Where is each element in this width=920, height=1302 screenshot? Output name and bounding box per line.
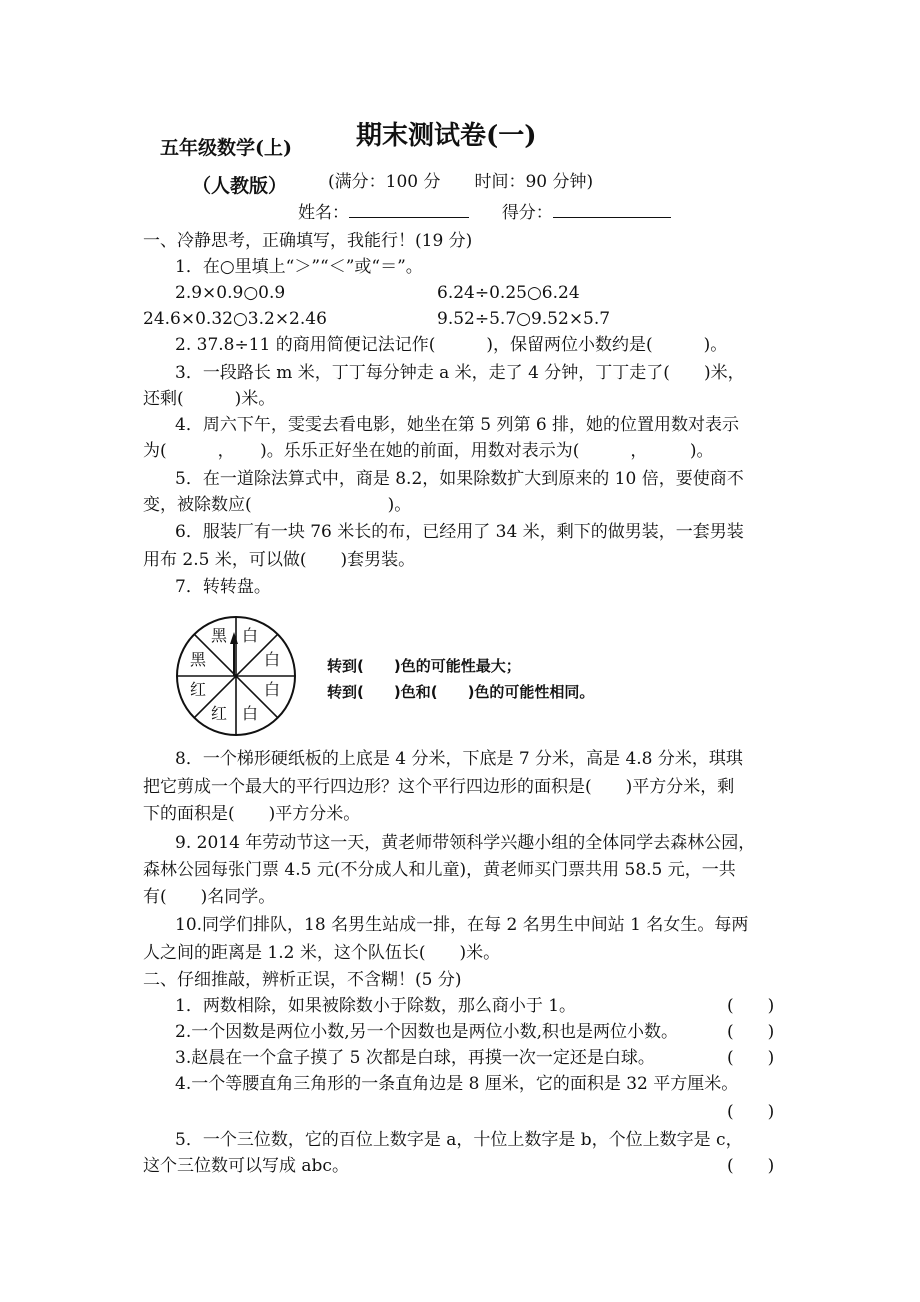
q4-line1: 4．周六下午，雯雯去看电影，她坐在第 5 列第 6 排，她的位置用数对表示 <box>175 415 740 435</box>
tf-item-3: 3.赵晨在一个盒子摸了 5 次都是白球，再摸一次一定还是白球。 <box>175 1048 655 1068</box>
q7-line2: 转到( )色和( )色的可能性相同。 <box>327 683 595 701</box>
spinner-label-8: 黑 <box>190 650 207 669</box>
name-score-line <box>298 202 671 224</box>
spinner-label-4: 白 <box>264 680 281 699</box>
name-label: 姓名： <box>298 203 349 223</box>
q1-item-c: 24.6×0.32○3.2×2.46 <box>143 309 327 329</box>
tf-item-4: 4.一个等腰直角三角形的一条直角边是 8 厘米，它的面积是 32 平方厘米。 <box>175 1074 739 1094</box>
tf-item-5-line2: 这个三位数可以写成 abc。 <box>143 1156 349 1176</box>
q8-line3: 下的面积是( )平方分米。 <box>143 804 361 824</box>
q9-line2: 森林公园每张门票 4.5 元(不分成人和儿童)，黄老师买门票共用 58.5 元，一共 <box>143 860 736 880</box>
q1-item-a: 2.9×0.9○0.9 <box>175 283 286 303</box>
q1-prompt: 1．在○里填上“＞”“＜”或“＝”。 <box>175 257 423 277</box>
tf-item-2: 2.一个因数是两位小数,另一个因数也是两位小数,积也是两位小数。 <box>175 1022 679 1042</box>
page-title: 期末测试卷(一) <box>356 121 537 151</box>
q6-line2: 用布 2.5 米，可以做( )套男装。 <box>143 550 416 570</box>
q9-line1: 9. 2014 年劳动节这一天，黄老师带领科学兴趣小组的全体同学去森林公园， <box>175 833 756 853</box>
section1-heading: 一、冷静思考，正确填写，我能行！(19 分) <box>143 231 473 251</box>
score-label: 得分： <box>501 203 553 223</box>
q7-prompt: 7．转转盘。 <box>175 577 271 597</box>
q2: 2. 37.8÷11 的商用简便记法记作( )，保留两位小数约是( )。 <box>175 335 728 355</box>
q6-line1: 6．服装厂有一块 76 米长的布，已经用了 34 米，剩下的做男装，一套男装 <box>175 522 744 542</box>
tf-answer-4[interactable]: ( ) <box>727 1102 775 1122</box>
q3-line1: 3．一段路长 m 米，丁丁每分钟走 a 米，走了 4 分钟，丁丁走了( )米， <box>175 363 745 383</box>
tf-answer-1[interactable]: ( ) <box>727 996 775 1016</box>
q1-item-d: 9.52÷5.7○9.52×5.7 <box>437 309 611 329</box>
tf-answer-2[interactable]: ( ) <box>727 1022 775 1042</box>
tf-answer-3[interactable]: ( ) <box>727 1048 775 1068</box>
spinner-label-3: 白 <box>264 650 281 669</box>
q9-line3: 有( )名同学。 <box>143 887 276 907</box>
spinner-label-7: 红 <box>190 680 207 699</box>
exam-meta: (满分：100 分 时间：90 分钟) <box>328 172 594 192</box>
edition-label: （人教版） <box>192 175 288 197</box>
q5-line1: 5．在一道除法算式中，商是 8.2，如果除数扩大到原来的 10 倍，要使商不 <box>175 469 744 489</box>
score-blank[interactable] <box>553 203 671 218</box>
spinner-label-1: 黑 <box>211 626 228 645</box>
q4-line2: 为( ， )。乐乐正好坐在她的前面，用数对表示为( ， )。 <box>143 441 714 461</box>
q10-line1: 10.同学们排队，18 名男生站成一排，在每 2 名男生中间站 1 名女生。每两 <box>175 915 749 935</box>
q7-line1: 转到( )色的可能性最大； <box>327 657 521 675</box>
q8-line2: 把它剪成一个最大的平行四边形？这个平行四边形的面积是( )平方分米，剩 <box>143 777 735 797</box>
grade-label: 五年级数学(上) <box>160 137 292 159</box>
spinner-label-2: 白 <box>242 626 259 645</box>
q8-line1: 8．一个梯形硬纸板的上底是 4 分米，下底是 7 分米，高是 4.8 分米，琪琪 <box>175 749 743 769</box>
q10-line2: 人之间的距离是 1.2 米，这个队伍长( )米。 <box>143 943 501 963</box>
spinner-label-6: 红 <box>211 704 228 723</box>
tf-item-1: 1．两数相除，如果被除数小于除数，那么商小于 1。 <box>175 996 577 1016</box>
tf-item-5-line1: 5．一个三位数，它的百位上数字是 a，十位上数字是 b，个位上数字是 c， <box>175 1130 743 1150</box>
tf-answer-5[interactable]: ( ) <box>727 1156 775 1176</box>
spinner-drawing <box>174 614 298 738</box>
name-blank[interactable] <box>349 203 469 218</box>
spinner-arrow <box>230 632 238 676</box>
spinner-label-5: 白 <box>242 704 259 723</box>
spinner-figure <box>174 614 298 738</box>
q3-line2: 还剩( )米。 <box>143 389 276 409</box>
q1-item-b: 6.24÷0.25○6.24 <box>437 283 580 303</box>
q5-line2: 变，被除数应( )。 <box>143 495 412 515</box>
section2-heading: 二、仔细推敲，辨析正误，不含糊！(5 分) <box>143 970 462 990</box>
